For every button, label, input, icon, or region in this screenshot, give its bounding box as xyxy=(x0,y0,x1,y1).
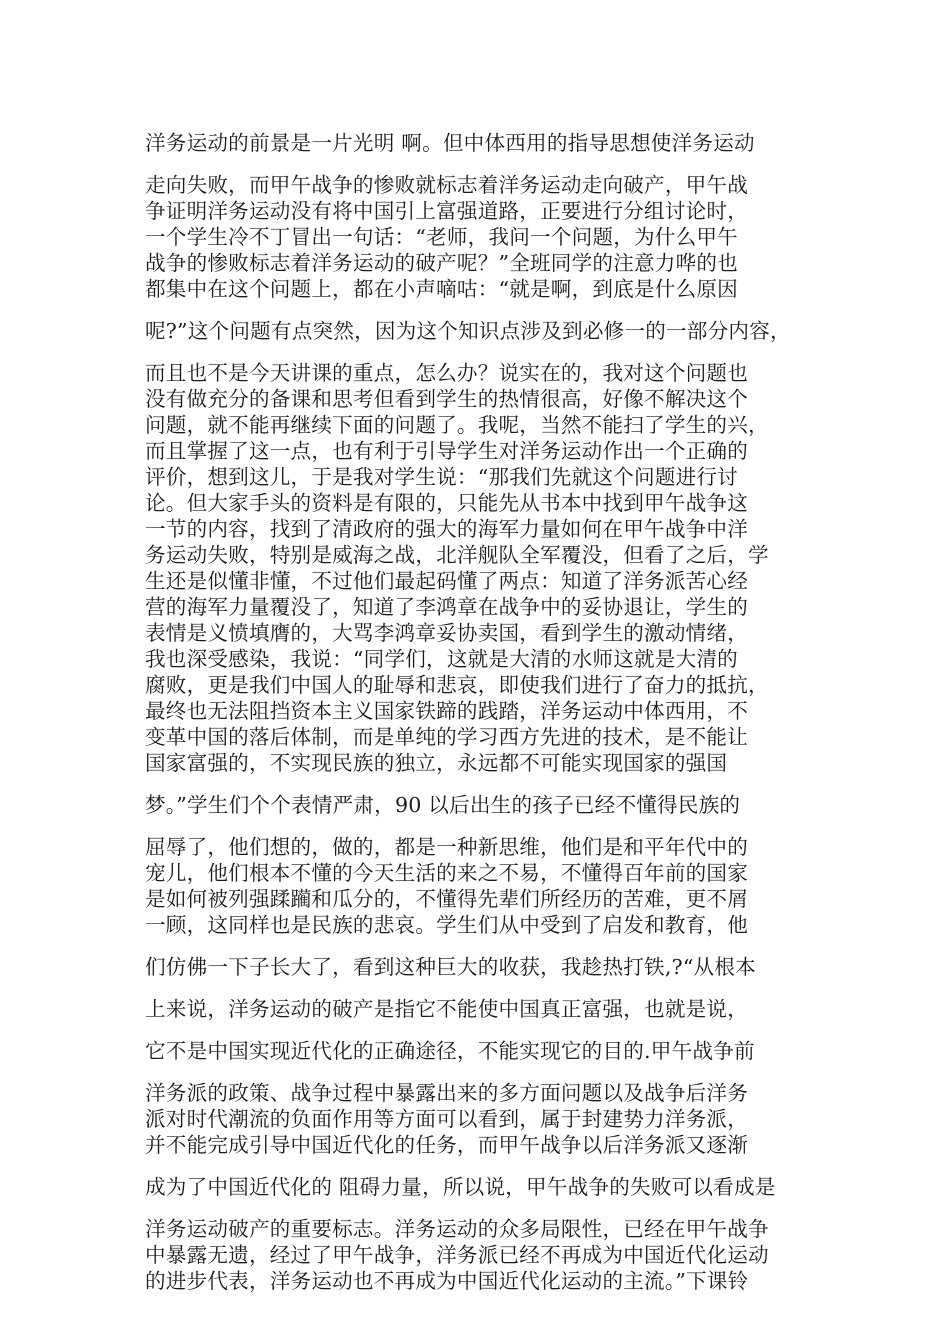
text-line: 表情是义愤填膺的，大骂李鸿章妥协卖国，看到学生的激动情绪， xyxy=(145,621,749,645)
text-line: 屈辱了，他们想的，做的，都是一种新思维，他们是和平年代中的 xyxy=(145,835,749,859)
text-line: 是如何被列强蹂躏和瓜分的，不懂得先辈们所经历的苦难，更不屑 xyxy=(145,887,749,911)
text-line: 洋务运动破产的重要标志。洋务运动的众多局限性，已经在甲午战争 xyxy=(145,1217,769,1241)
text-line: 我也深受感染，我说：“同学们，这就是大清的水师这就是大清的 xyxy=(145,647,738,671)
text-line: 评价，想到这儿，于是我对学生说：“那我们先就这个问题进行讨 xyxy=(145,465,738,489)
text-line: 走向失败，而甲午战争的惨败就标志着洋务运动走向破产，甲午战 xyxy=(145,173,749,197)
text-line: 而且掌握了这一点，也有利于引导学生对洋务运动作出一个正确的 xyxy=(145,439,749,463)
text-line: 的进步代表，洋务运动也不再成为中国近代化运动的主流。”下课铃 xyxy=(145,1269,749,1293)
text-line: 务运动失败，特别是威海之战，北洋舰队全军覆没，但看了之后，学 xyxy=(145,543,769,567)
text-line: 战争的惨败标志着洋务运动的破产呢？”全班同学的注意力哗的也 xyxy=(145,251,738,275)
text-line: 成为了中国近代化的 阻碍力量，所以说，甲午战争的失败可以看成是 xyxy=(145,1175,776,1199)
text-line: 宠儿，他们根本不懂的今天生活的来之不易，不懂得百年前的国家 xyxy=(145,861,749,885)
text-line: 呢?”这个问题有点突然，因为这个知识点涉及到必修一的一部分内容， xyxy=(145,319,791,343)
text-line: 并不能完成引导中国近代化的任务，而甲午战争以后洋务派又逐渐 xyxy=(145,1133,749,1157)
text-line: 最终也无法阻挡资本主义国家铁蹄的践踏，洋务运动中体西用，不 xyxy=(145,699,749,723)
text-line: 国家富强的，不实现民族的独立，永远都不可能实现国家的强国 xyxy=(145,751,728,775)
text-line: 生还是似懂非懂，不过他们最起码懂了两点：知道了洋务派苦心经 xyxy=(145,569,749,593)
text-line: 争证明洋务运动没有将中国引上富强道路，正要进行分组讨论时， xyxy=(145,199,749,223)
text-line: 梦。”学生们个个表情严肃，90 以后出生的孩子已经不懂得民族的 xyxy=(145,793,741,817)
text-line: 洋务运动的前景是一片光明 啊。但中体西用的指导思想使洋务运动 xyxy=(145,131,755,155)
text-line: 一节的内容，找到了清政府的强大的海军力量如何在甲午战争中洋 xyxy=(145,517,749,541)
text-line: 问题，就不能再继续下面的问题了。我呢，当然不能扫了学生的兴， xyxy=(145,413,769,437)
text-line: 中暴露无遗，经过了甲午战争，洋务派已经不再成为中国近代化运动 xyxy=(145,1243,769,1267)
text-line: 们仿佛一下子长大了，看到这种巨大的收获，我趁热打铁,?“从根本 xyxy=(145,955,756,979)
text-line: 一个学生冷不丁冒出一句话：“老师，我问一个问题，为什么甲午 xyxy=(145,225,738,249)
text-line: 论。但大家手头的资料是有限的，只能先从书本中找到甲午战争这 xyxy=(145,491,749,515)
text-line: 都集中在这个问题上，都在小声嘀咕：“就是啊，到底是什么原因 xyxy=(145,277,738,301)
text-line: 没有做充分的备课和思考但看到学生的热情很高，好像不解决这个 xyxy=(145,387,749,411)
text-line: 营的海军力量覆没了，知道了李鸿章在战争中的妥协退让，学生的 xyxy=(145,595,749,619)
text-line: 变革中国的落后体制，而是单纯的学习西方先进的技术，是不能让 xyxy=(145,725,749,749)
text-line: 而且也不是今天讲课的重点，怎么办？说实在的，我对这个问题也 xyxy=(145,361,749,385)
text-line: 派对时代潮流的负面作用等方面可以看到，属于封建势力洋务派， xyxy=(145,1107,749,1131)
text-line: 它不是中国实现近代化的正确途径，不能实现它的目的.甲午战争前 xyxy=(145,1039,755,1063)
text-line: 洋务派的政策、战争过程中暴露出来的多方面问题以及战争后洋务 xyxy=(145,1081,749,1105)
text-line: 上来说，洋务运动的破产是指它不能使中国真正富强，也就是说， xyxy=(145,997,749,1021)
text-line: 一顾，这同样也是民族的悲哀。学生们从中受到了启发和教育，他 xyxy=(145,913,749,937)
body-text xyxy=(145,130,817,1294)
text-line: 腐败，更是我们中国人的耻辱和悲哀，即使我们进行了奋力的抵抗， xyxy=(145,673,769,697)
